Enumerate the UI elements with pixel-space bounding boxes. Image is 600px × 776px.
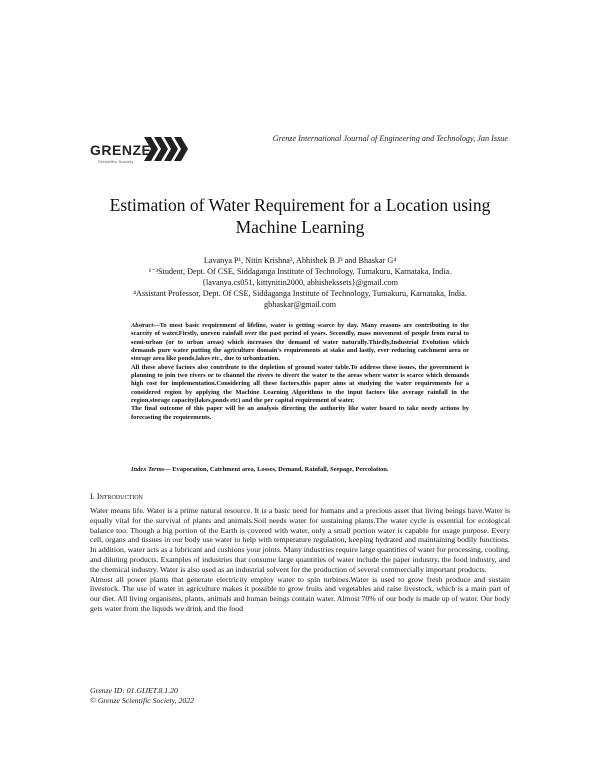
abstract-para-3: The final outcome of this paper will be an analysis directing the authority like water board to take needy actions by forecasting the requirements. <box>131 405 469 421</box>
grenze-id: Grenze ID: 01.GIJET.8.1.20 <box>90 686 178 695</box>
copyright: © Grenze Scientific Society, 2022 <box>90 696 194 705</box>
abstract <box>131 322 469 422</box>
logo-text: GRENZE <box>90 142 152 158</box>
author-block <box>90 255 510 310</box>
index-terms-label: Index Terms <box>131 466 165 473</box>
section-title: Introduction <box>96 492 143 501</box>
body-text <box>90 506 510 614</box>
affiliation-2: ⁴Assistant Professor, Dept. Of CSE, Siddaganga Institute of Technology, Tumakuru, Karnataka, India. <box>133 289 467 298</box>
abstract-para-1 <box>131 322 469 364</box>
abstract-para-2: All these above factors also contribute to the depletion of ground water table.To address these issues, the government is planning to join two rivers or to channel the rivers to divert the water to the areas where water is scarce which demands high cost for implementation.Considering all these factors,this paper aims at studying the water requirements for a considered region by applying the Machine Learning Algorithms to the input factors like average rainfall in the region,storage capacity(lakes,ponds etc) and the per capital requirement of water. <box>131 363 469 405</box>
email-2: gbhaskar@gmail.com <box>264 300 336 309</box>
emails-1: {lavanya.cs051, kittynitin2000, abhishekssets}@gmail.com <box>202 278 398 287</box>
abstract-label: Abstract <box>131 322 154 329</box>
authors-line: Lavanya P¹, Nitin Krishna², Abhishek B J³ and Bhaskar G⁴ <box>203 256 397 265</box>
logo-chevrons-icon <box>144 137 188 161</box>
index-terms-text: — Evaporation, Catchment area, Losses, Demand, Rainfall, Seepage, Percolation. <box>164 466 389 473</box>
section-number: I. <box>90 492 97 501</box>
affiliation-1: ¹⁻³Student, Dept. Of CSE, Siddaganga Institute of Technology, Tumakuru, Karnataka, India. <box>148 267 452 276</box>
index-terms <box>131 466 469 473</box>
footer <box>90 686 194 706</box>
publisher-logo <box>90 133 190 167</box>
body-para-1: Water means life. Water is a prime natural resource. It is a basic need for humans and a precious asset that living beings have.Water is equally vital for the survival of plants and animals.Soil needs water for sustaining plants.The water cycle is essential for ecological balance too. Though a big portion of the Earth is covered with water, only a small portion water is capable for usage purpose. Every cell, organs and tissues in our body use water to help with temperature regulation, keeping hydrated and maintaining bodily functions. In addition, water acts as a lubricant and cushions your joints. Many industries require large quantities of water for processing, cooling, and diluting products. Examples of industries that consume large quantities of water include the paper industry, the food industry, and the chemical industry. Water is also used as an industrial solvent for the production of several commercially important products. <box>90 506 510 574</box>
abstract-text-1: —To most basic requirement of lifeline, water is getting scarce by day. Many reasons are contributing to the scarcity of water.Firstly, uneven rainfall over the past period of years. Secondly, mass movement of people from rural to semi-urban (or to urban areas) which increases the demand of water naturally.Thirdly,Industrial Evolution which demands pure water putting the agriculture domain's requirements at stake and lastly, ever reducing catchment area or storage area like ponds,lakes etc., due to urbanization. <box>131 322 469 363</box>
paper-title: Estimation of Water Requirement for a Location using Machine Learning <box>109 195 491 237</box>
logo-subtitle: Scientific Society <box>98 159 134 164</box>
body-para-2: Almost all power plants that generate electricity employ water to spin turbines.Water is used to grow fresh produce and sustain livestock. The use of water in agriculture makes it possible to grow fruits and vegetables and raise livestock, which is a main part of our diet. All living organisms, plants, animals and human beings contain water. Almost 70% of our body is made up of water. Our body gets water from the liquids we drink and the food <box>90 574 510 613</box>
journal-name: Grenze International Journal of Engineering and Technology, Jan Issue <box>272 134 508 143</box>
section-heading <box>90 492 143 501</box>
